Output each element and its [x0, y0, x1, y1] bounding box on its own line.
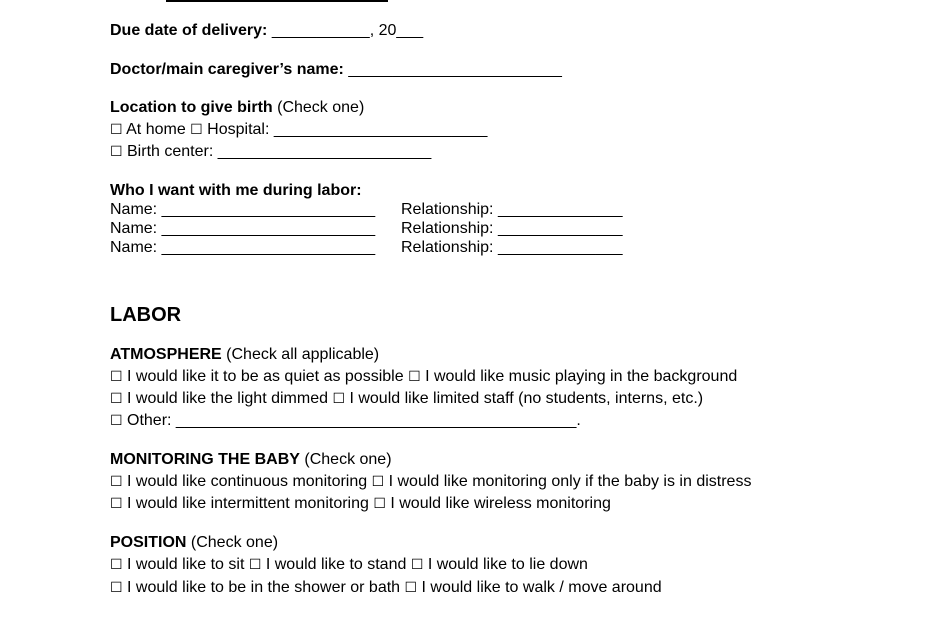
checkbox-lie-down[interactable]: ☐ — [410, 557, 424, 573]
due-date-field[interactable] — [110, 21, 423, 41]
checkbox-distress-only[interactable]: ☐ — [371, 474, 385, 490]
atmosphere-row-2 — [110, 389, 703, 409]
checkbox-at-home[interactable]: ☐ — [110, 122, 123, 138]
position-row-1 — [110, 555, 588, 575]
checkbox-hospital[interactable]: ☐ — [190, 122, 203, 138]
option-stand: I would like to stand — [261, 556, 411, 573]
position-heading — [110, 533, 278, 553]
option-limited-staff: I would like limited staff (no students, interns, etc.) — [345, 390, 704, 407]
option-other: Other: _____________________________________________. — [122, 412, 581, 429]
monitoring-row-1 — [110, 472, 751, 492]
monitoring-row-2 — [110, 494, 611, 514]
companion-relationship-field[interactable]: Relationship: ______________ — [401, 239, 623, 256]
checkbox-sit[interactable]: ☐ — [110, 557, 123, 573]
location-title: Location to give birth — [110, 99, 273, 116]
checkbox-light-dimmed[interactable]: ☐ — [110, 391, 123, 407]
option-shower-bath: I would like to be in the shower or bath — [122, 579, 405, 596]
due-date-blank[interactable]: ___________, 20___ — [267, 22, 424, 39]
doctor-name-field[interactable] — [110, 60, 562, 80]
section-title-labor: LABOR — [110, 304, 182, 326]
option-music: I would like music playing in the background — [420, 368, 738, 385]
checkbox-limited-staff[interactable]: ☐ — [332, 391, 345, 407]
checkbox-other[interactable]: ☐ — [110, 413, 123, 429]
position-title: POSITION — [110, 534, 187, 551]
atmosphere-note: (Check all applicable) — [221, 346, 380, 363]
checkbox-music[interactable]: ☐ — [408, 369, 421, 385]
checkbox-continuous[interactable]: ☐ — [110, 474, 123, 490]
doctor-name-label: Doctor/main caregiver’s name: — [110, 61, 344, 78]
companion-name-field[interactable]: Name: ________________________ — [110, 220, 376, 237]
atmosphere-heading — [110, 345, 379, 365]
monitoring-title: MONITORING THE BABY — [110, 451, 300, 468]
location-row-2 — [110, 142, 431, 162]
option-birth-center: Birth center: ________________________ — [122, 143, 432, 160]
atmosphere-row-3 — [110, 411, 581, 431]
location-note: (Check one) — [272, 99, 365, 116]
monitoring-heading — [110, 450, 392, 470]
checkbox-intermittent[interactable]: ☐ — [110, 496, 123, 512]
option-light-dimmed: I would like the light dimmed — [122, 390, 333, 407]
due-date-label: Due date of delivery: — [110, 22, 268, 39]
checkbox-quiet[interactable]: ☐ — [110, 369, 123, 385]
companion-name-field[interactable]: Name: ________________________ — [110, 239, 376, 256]
previous-field-underline — [166, 0, 388, 2]
option-at-home: At home — [122, 121, 191, 138]
option-sit: I would like to sit — [122, 556, 249, 573]
option-wireless: I would like wireless monitoring — [385, 495, 611, 512]
option-walk: I would like to walk / move around — [417, 579, 662, 596]
companions-title: Who I want with me during labor: — [110, 182, 362, 199]
position-note: (Check one) — [186, 534, 279, 551]
option-hospital: Hospital: ________________________ — [202, 121, 488, 138]
checkbox-stand[interactable]: ☐ — [248, 557, 262, 573]
checkbox-shower-bath[interactable]: ☐ — [110, 580, 123, 596]
option-distress-only: I would like monitoring only if the baby is in distress — [384, 473, 752, 490]
location-heading — [110, 98, 364, 118]
option-lie-down: I would like to lie down — [423, 556, 588, 573]
checkbox-birth-center[interactable]: ☐ — [110, 144, 123, 160]
companion-name-field[interactable]: Name: ________________________ — [110, 201, 376, 218]
location-row-1 — [110, 120, 487, 140]
option-intermittent: I would like intermittent monitoring — [122, 495, 374, 512]
checkbox-walk[interactable]: ☐ — [404, 580, 418, 596]
position-row-2 — [110, 578, 662, 598]
atmosphere-row-1 — [110, 367, 737, 387]
checkbox-wireless[interactable]: ☐ — [373, 496, 386, 512]
option-continuous: I would like continuous monitoring — [122, 473, 372, 490]
monitoring-note: (Check one) — [299, 451, 392, 468]
atmosphere-title: ATMOSPHERE — [110, 346, 222, 363]
doctor-name-blank[interactable]: ________________________ — [343, 61, 562, 78]
option-quiet: I would like it to be as quiet as possible — [122, 368, 409, 385]
companion-relationship-field[interactable]: Relationship: ______________ — [401, 201, 623, 218]
companion-relationship-field[interactable]: Relationship: ______________ — [401, 220, 623, 237]
